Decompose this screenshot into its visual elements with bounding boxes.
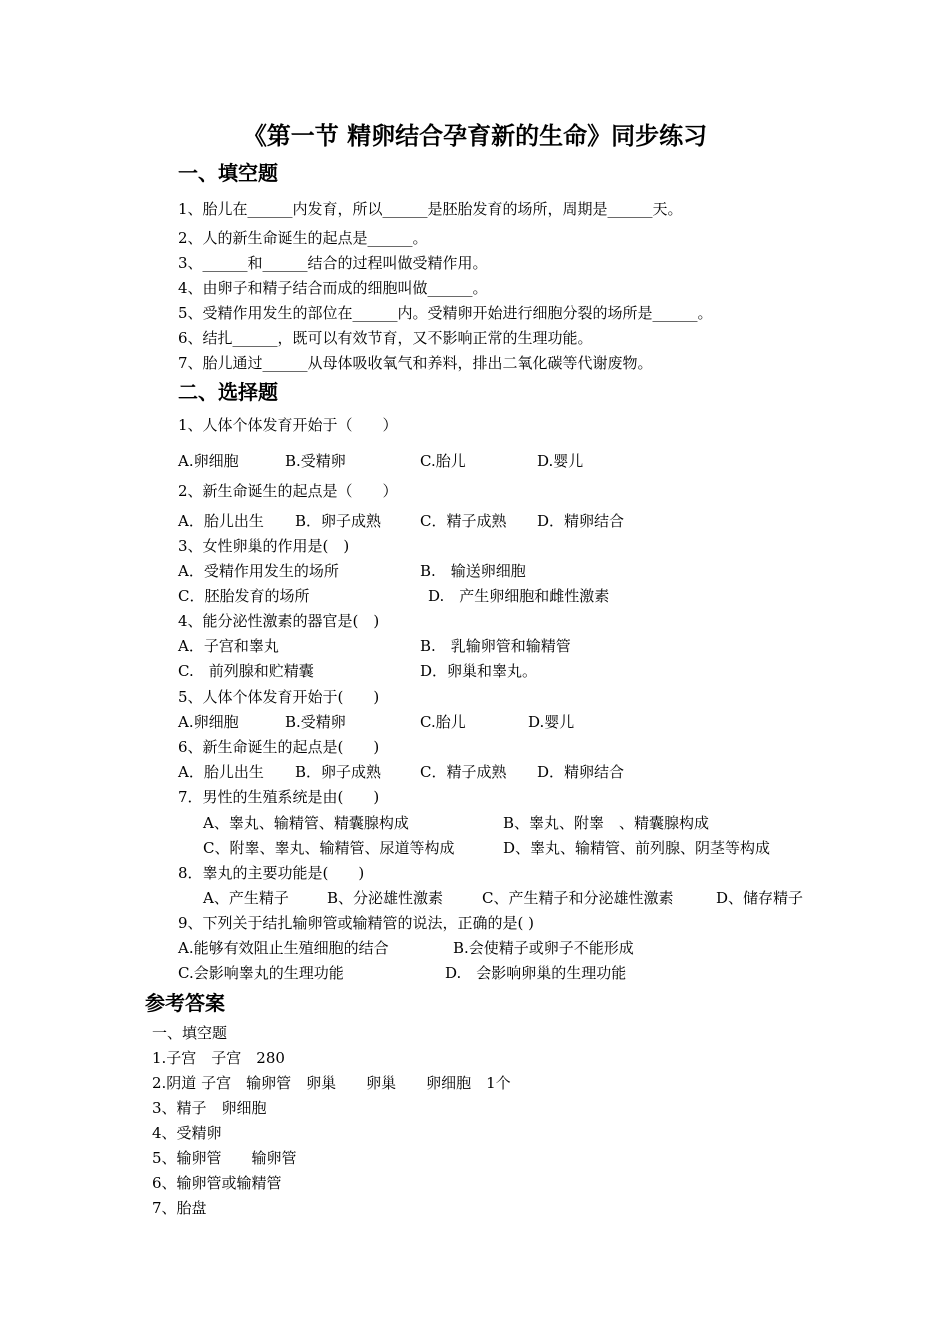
choice-q8-stem: 8．睾丸的主要功能是( )	[178, 864, 365, 882]
choice-option: D. 会影响卵巢的生理功能	[445, 964, 627, 982]
fill-item-3: 3、______和______结合的过程叫做受精作用。	[178, 254, 488, 272]
answer-line: 一、填空题	[152, 1024, 228, 1042]
choice-option: A．受精作用发生的场所	[178, 562, 339, 580]
choice-option: C.胎儿	[420, 452, 466, 470]
choice-option: A、产生精子	[203, 889, 289, 907]
page-title: 《第一节 精卵结合孕育新的生命》同步练习	[242, 122, 708, 150]
choice-q8-options	[203, 888, 903, 908]
choice-option: B．卵子成熟	[295, 763, 382, 781]
choice-q2-stem: 2、新生命诞生的起点是（ ）	[178, 482, 398, 500]
choice-option: D、储存精子	[716, 889, 804, 907]
choice-q9-options-cd	[178, 963, 878, 983]
choice-option: D、睾丸、输精管、前列腺、阴茎等构成	[503, 839, 771, 857]
choice-option: D.婴儿	[537, 452, 584, 470]
choice-option: C．精子成熟	[420, 512, 507, 530]
choice-option: C．胚胎发育的场所	[178, 587, 310, 605]
choice-option: D．精卵结合	[537, 512, 625, 530]
choice-option: D. 产生卵细胞和雌性激素	[428, 587, 610, 605]
fill-item-7: 7、胎儿通过______从母体吸收氧气和养料，排出二氧化碳等代谢废物。	[178, 354, 653, 372]
choice-option: A．胎儿出生	[178, 763, 264, 781]
choice-option: B. 输送卵细胞	[420, 562, 526, 580]
answer-line: 4、受精卵	[152, 1124, 222, 1142]
choice-option: C. 前列腺和贮精囊	[178, 662, 314, 680]
answer-line: 6、输卵管或输精管	[152, 1174, 282, 1192]
choice-option: C．精子成熟	[420, 763, 507, 781]
choice-option: D.婴儿	[528, 713, 575, 731]
choice-q3-options-cd	[178, 586, 878, 606]
choice-q5-stem: 5、人体个体发育开始于( )	[178, 688, 380, 706]
choice-option: C、附睾、睾丸、输精管、尿道等构成	[203, 839, 455, 857]
choice-option: B.受精卵	[285, 452, 346, 470]
choice-q1-options	[178, 451, 878, 471]
answers-heading: 参考答案	[145, 991, 225, 1015]
choice-option: B．卵子成熟	[295, 512, 382, 530]
choice-option: B、睾丸、附睾 、精囊腺构成	[503, 814, 710, 832]
fill-item-6: 6、结扎______，既可以有效节育，又不影响正常的生理功能。	[178, 329, 593, 347]
choice-option: B. 乳输卵管和输精管	[420, 637, 571, 655]
choice-q4-options-ab	[178, 636, 878, 656]
choice-option: D．精卵结合	[537, 763, 625, 781]
answer-line: 3、精子 卵细胞	[152, 1099, 267, 1117]
choice-q6-options	[178, 762, 878, 782]
choice-q9-stem: 9、下列关于结扎输卵管或输精管的说法，正确的是( )	[178, 914, 535, 932]
choice-option: C、产生精子和分泌雄性激素	[482, 889, 674, 907]
choice-option: A．子宫和睾丸	[178, 637, 279, 655]
choice-option: B.会使精子或卵子不能形成	[453, 939, 634, 957]
choice-q3-stem: 3、女性卵巢的作用是( )	[178, 537, 350, 555]
choice-q6-stem: 6、新生命诞生的起点是( )	[178, 738, 380, 756]
choice-option: C.胎儿	[420, 713, 466, 731]
choice-q4-stem: 4、能分泌性激素的器官是( )	[178, 612, 380, 630]
choice-q1-stem: 1、人体个体发育开始于（ ）	[178, 416, 398, 434]
section-heading-choice: 二、选择题	[178, 380, 278, 404]
fill-item-1: 1、胎儿在______内发育，所以______是胚胎发育的场所，周期是______天。	[178, 200, 683, 218]
fill-item-5: 5、受精作用发生的部位在______内。受精卵开始进行细胞分裂的场所是______。	[178, 304, 713, 322]
answer-line: 1.子宫 子宫 280	[152, 1049, 285, 1067]
choice-q7-options-ab	[203, 813, 903, 833]
choice-option: A、睾丸、输精管、精囊腺构成	[203, 814, 409, 832]
choice-option: A.卵细胞	[178, 713, 239, 731]
choice-q3-options-ab	[178, 561, 878, 581]
choice-q2-options	[178, 511, 878, 531]
answer-line: 7、胎盘	[152, 1199, 207, 1217]
section-heading-fill-blank: 一、填空题	[178, 161, 278, 185]
choice-q9-options-ab	[178, 938, 878, 958]
choice-option: D．卵巢和睾丸。	[420, 662, 538, 680]
answer-line: 5、输卵管 输卵管	[152, 1149, 297, 1167]
choice-q7-stem: 7．男性的生殖系统是由( )	[178, 788, 380, 806]
choice-q7-options-cd	[203, 838, 903, 858]
answer-line: 2.阴道 子宫 输卵管 卵巢 卵巢 卵细胞 1个	[152, 1074, 511, 1092]
fill-item-2: 2、人的新生命诞生的起点是______。	[178, 229, 428, 247]
choice-option: A.能够有效阻止生殖细胞的结合	[178, 939, 389, 957]
choice-option: A．胎儿出生	[178, 512, 264, 530]
choice-option: A.卵细胞	[178, 452, 239, 470]
choice-q4-options-cd	[178, 661, 878, 681]
fill-item-4: 4、由卵子和精子结合而成的细胞叫做______。	[178, 279, 488, 297]
choice-option: B、分泌雄性激素	[327, 889, 444, 907]
choice-q5-options	[178, 712, 878, 732]
choice-option: B.受精卵	[285, 713, 346, 731]
choice-option: C.会影响睾丸的生理功能	[178, 964, 344, 982]
